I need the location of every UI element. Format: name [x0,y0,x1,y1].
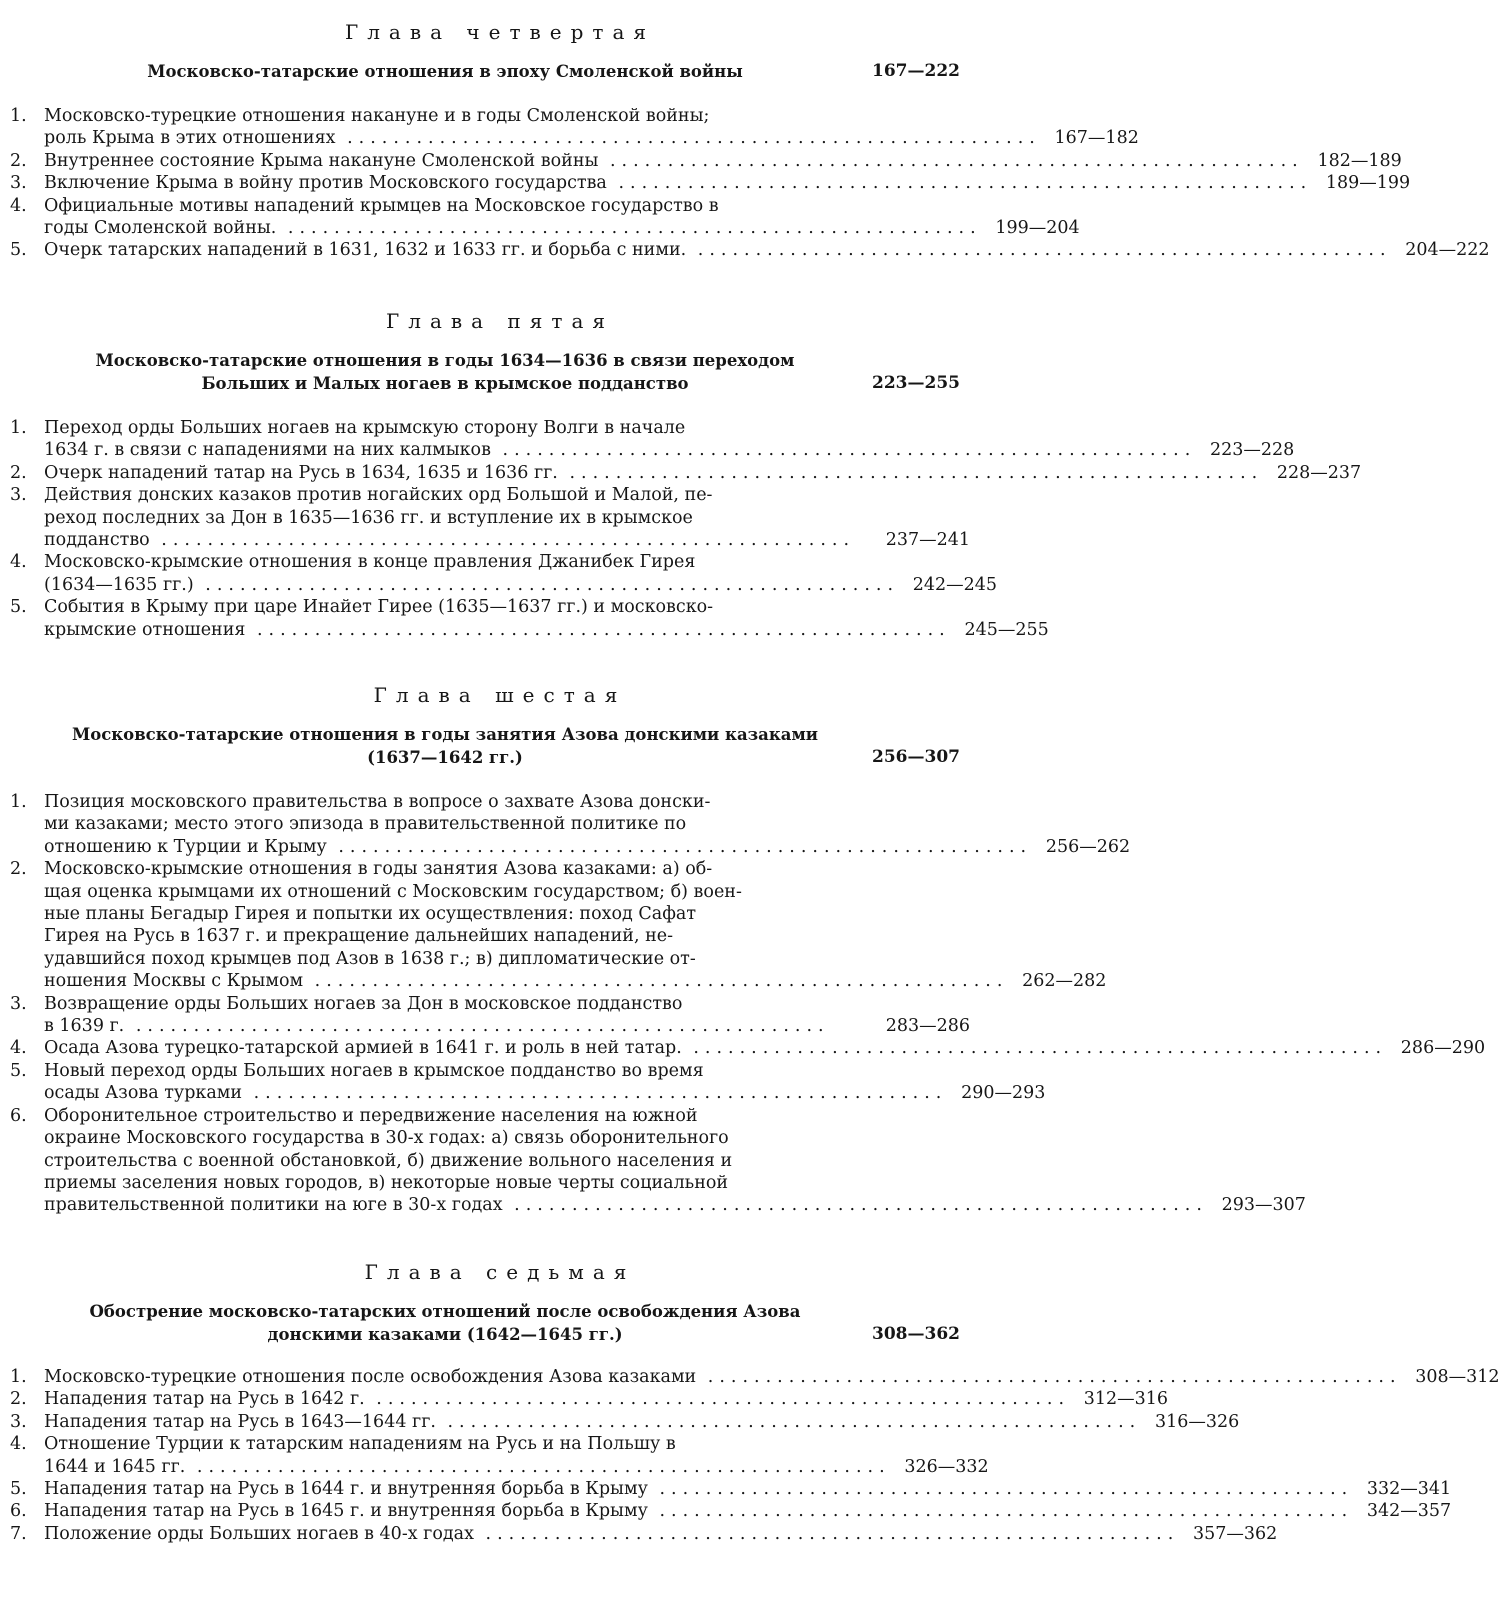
entry-line-text: подданство [44,530,150,551]
entry-text-line [44,993,872,1015]
leader-dots: ............................................................ [242,1083,948,1104]
toc-entry [10,993,970,1038]
entry-text-line [44,150,1304,172]
entry-line-text: роль Крыма в этих отношениях [44,128,336,149]
entry-number: 5. [10,240,27,261]
toc-entry [10,417,1295,462]
entry-number: 7. [10,1523,27,1544]
section-list [10,1366,1500,1545]
entry-text-line [44,574,899,596]
entry-line-text: Нападения татар на Русь в 1643—1644 гг. [44,1411,436,1432]
entry-text [44,1366,1500,1388]
entry-text-line [44,836,1032,858]
entry-text-line [44,127,1041,149]
toc-entry [10,1433,989,1478]
entry-line-text: Внутреннее состояние Крыма накануне Смоленской войны [44,150,599,171]
entry-text-line [44,948,1008,970]
entry-text [44,195,1080,240]
entry-text-line [44,925,1008,947]
toc-entry [10,1105,1306,1217]
toc-entry [10,551,998,596]
leader-dots: ............................................................ [193,574,900,595]
entry-line-text: приемы заселения новых городов, в) некоторые новые черты социальной [44,1172,729,1193]
entry-text-line [44,813,1032,835]
chapter-page-range: 308—362 [872,1324,960,1344]
entry-number: 4. [10,1038,27,1059]
entry-number: 3. [10,1411,27,1432]
entry-text-line [44,239,1392,261]
entry-text-line [44,596,951,618]
entry-line-text: Очерк нападений татар на Русь в 1634, 1635 и 1636 гг. [44,462,558,483]
entry-text-line [44,195,982,217]
entry-number: 1. [10,418,27,438]
entry-text-line [44,172,1312,194]
entry-line-text: ми казаками; место этого эпизода в правительственной политике по [44,814,687,835]
entry-line-text: Московско-крымские отношения в годы занятия Азова казаками: а) об- [44,859,713,880]
entry-text [44,150,1402,172]
entry-line-text: Действия донских казаков против ногайских орд Большой и Малой, пе- [44,485,713,506]
entry-number: 3. [10,485,27,506]
chapter-title-line: Московско-татарские отношения в эпоху Смоленской войны [147,62,743,81]
toc-entry [10,1478,1452,1500]
toc-entry [10,791,1131,858]
chapter-page-range: 223—255 [872,373,960,393]
entry-text [44,1105,1306,1217]
chapter-6 [10,681,1486,1217]
entry-page-range: 342—357 [1366,1501,1452,1522]
entry-page-range: 283—286 [885,1016,970,1037]
entry-text-line [44,1015,872,1037]
toc-entry [10,462,1362,484]
entry-line-text: (1634—1635 гг.) [44,574,194,595]
chapter-title-line: Обострение московско-татарских отношений после освобождения Азова [89,1302,801,1321]
toc-entry [10,195,1080,240]
entry-text-line [44,791,1032,813]
entry-page-range: 189—199 [1325,173,1411,194]
entry-text-line [44,1082,947,1104]
entry-text [44,1411,1239,1433]
entry-text-line [44,507,872,529]
entry-text-line [44,1366,1402,1388]
entry-page-range: 293—307 [1221,1195,1306,1216]
chapter-title-line: Больших и Малых ногаев в крымское подданство [201,374,689,393]
entry-number: 6. [10,1105,27,1126]
entry-page-range: 308—312 [1415,1367,1500,1387]
entry-number: 2. [10,150,27,171]
entry-page-range: 256—262 [1045,836,1131,857]
entry-page-range: 316—326 [1154,1411,1240,1432]
entry-text [44,105,1139,150]
leader-dots: ............................................................ [124,1016,830,1037]
entry-line-text: Включение Крыма в войну против Московского государства [44,173,607,194]
entry-text-line [44,1456,891,1478]
entry-text-line [44,1194,1208,1216]
leader-dots: ............................................................ [149,530,856,551]
entry-line-text: реход последних за Дон в 1635—1636 гг. и вступление их в крымское [44,507,693,528]
leader-dots: ............................................................ [326,836,1033,857]
toc-entry [10,1060,1046,1105]
entry-page-range: 312—316 [1083,1389,1169,1410]
entry-text [44,1478,1451,1500]
entry-text [44,551,997,596]
leader-dots: ............................................................ [647,1479,1354,1500]
chapter-page-range: 256—307 [872,747,960,767]
toc-entry [10,239,1490,261]
entry-line-text: Переход орды Больших ногаев на крымскую сторону Волги в начале [44,418,686,438]
entry-text [44,484,970,551]
entry-text [44,1060,1045,1105]
leader-dots: ............................................................ [686,240,1392,261]
entry-line-text: окраине Московского государства в 30-х годах: а) связь оборонительного [44,1128,729,1149]
entry-text [44,239,1490,261]
entry-text-line [44,1411,1141,1433]
entry-number: 3. [10,173,27,194]
toc-entry [10,1523,1278,1545]
entry-line-text: События в Крыму при царе Инайет Гирее (1635—1637 гг.) и московско- [44,597,714,618]
chapter-title-line: Московско-татарские отношения в годы 1634—1636 в связи переходом [95,351,795,370]
entry-text-line [44,462,1263,484]
chapter-7 [10,1258,1500,1545]
entry-text-line [44,105,1041,127]
entry-page-range: 242—245 [912,574,998,595]
entry-line-text: Нападения татар на Русь в 1645 г. и внутренняя борьба в Крыму [44,1501,648,1522]
entry-text-line [44,1388,1070,1410]
entry-number: 6. [10,1501,27,1522]
entry-text [44,172,1410,194]
entry-text-line [44,417,1196,439]
toc-entry [10,105,1139,150]
entry-text-line [44,1433,891,1455]
entry-text-line [44,484,872,506]
entry-number: 2. [10,859,27,880]
entry-number: 4. [10,552,27,573]
entry-number: 3. [10,993,27,1014]
leader-dots: ............................................................ [681,1038,1388,1059]
entry-text [44,596,1049,641]
entry-number: 1. [10,106,27,126]
chapter-heading: Глава четвертая [344,20,656,44]
leader-dots: ............................................................ [606,173,1313,194]
entry-page-range: 167—182 [1054,128,1139,149]
entry-text [44,462,1361,484]
entry-text-line [44,619,951,641]
chapter-5 [10,307,1362,641]
entry-line-text: Очерк татарских нападений в 1631, 1632 и 1633 гг. и борьба с ними. [44,240,687,261]
entry-text-line [44,1500,1353,1522]
entry-text-line [44,881,1008,903]
entry-line-text: крымские отношения [44,619,246,640]
chapter-title [10,1300,970,1346]
entry-line-text: Нападения татар на Русь в 1642 г. [44,1389,365,1410]
entry-number: 5. [10,1060,27,1081]
entry-text [44,1523,1277,1545]
leader-dots: ............................................................ [303,971,1009,992]
entry-text [44,993,970,1038]
leader-dots: ............................................................ [276,218,982,239]
chapter-title-line: Московско-татарские отношения в годы занятия Азова донскими казаками [71,725,819,744]
entry-page-range: 332—341 [1366,1479,1452,1500]
entry-line-text: Новый переход орды Больших ногаев в крымское подданство во время [44,1060,704,1081]
entry-line-text: Положение орды Больших ногаев в 40-х годах [44,1523,474,1544]
entry-text [44,858,1106,992]
entry-number: 1. [10,792,27,812]
toc-entry [10,1411,1240,1433]
entry-page-range: 245—255 [964,619,1049,640]
entry-text-line [44,551,899,573]
toc-entry [10,1388,1169,1410]
leader-dots: ............................................................ [473,1523,1180,1544]
entry-text [44,1388,1168,1410]
chapter-title [10,60,970,83]
entry-line-text: ные планы Бегадыр Гирея и попытки их осуществления: поход Сафат [44,904,697,925]
entry-text-line [44,1150,1208,1172]
entry-number: 4. [10,195,27,216]
leader-dots: ............................................................ [502,1195,1208,1216]
entry-text [44,1037,1485,1059]
toc-entry [10,858,1107,992]
entry-text-line [44,529,872,551]
section-list [10,791,1486,1217]
entry-line-text: Московско-турецкие отношения после освобождения Азова казаками [44,1367,697,1387]
entry-page-range: 199—204 [995,218,1080,239]
entry-number: 2. [10,462,27,483]
entry-line-text: Гирея на Русь в 1637 г. и прекращение дальнейших нападений, не- [44,926,674,947]
entry-line-text: Позиция московского правительства в вопросе о захвате Азова донски- [44,792,711,812]
entry-line-text: Осада Азова турецко-татарской армией в 1641 г. и роль в ней татар. [44,1038,682,1059]
entry-line-text: 1644 и 1645 гг. [44,1456,186,1477]
leader-dots: ............................................................ [435,1411,1142,1432]
entry-line-text: щая оценка крымцами их отношений с Московским государством; б) воен- [44,881,742,902]
leader-dots: ............................................................ [557,462,1264,483]
entry-page-range: 228—237 [1276,462,1362,483]
entry-text-line [44,1105,1208,1127]
entry-text-line [44,858,1008,880]
entry-text [44,417,1294,462]
entry-text [44,1500,1451,1522]
entry-text-line [44,217,982,239]
entry-text-line [44,1172,1208,1194]
entry-text-line [44,1523,1179,1545]
entry-line-text: 1634 г. в связи с нападениями на них калмыков [44,440,491,461]
entry-number: 4. [10,1434,27,1455]
chapter-title [10,723,970,769]
entry-text-line [44,1060,947,1082]
leader-dots: ............................................................ [335,128,1041,149]
chapter-4 [10,18,1490,262]
toc-entry [10,1366,1500,1388]
entry-line-text: отношению к Турции и Крыму [44,836,327,857]
section-list [10,105,1490,262]
chapter-title-line: (1637—1642 гг.) [367,748,523,767]
chapter-title [10,349,970,395]
leader-dots: ............................................................ [245,619,951,640]
entry-text-line [44,1478,1353,1500]
leader-dots: ............................................................ [647,1501,1354,1522]
toc-entry [10,1500,1452,1522]
entry-text-line [44,970,1008,992]
entry-text-line [44,1127,1208,1149]
entry-line-text: удавшийся поход крымцев под Азов в 1638 г.; в) дипломатические от- [44,948,696,969]
entry-line-text: осады Азова турками [44,1083,243,1104]
entry-line-text: в 1639 г. [44,1016,125,1037]
entry-number: 1. [10,1367,27,1387]
entry-page-range: 290—293 [961,1083,1046,1104]
entry-number: 5. [10,597,27,618]
toc-entry [10,484,970,551]
entry-number: 5. [10,1479,27,1500]
leader-dots: ............................................................ [696,1367,1402,1387]
entry-page-range: 262—282 [1022,971,1107,992]
entry-page-range: 204—222 [1405,240,1490,261]
entry-line-text: Отношение Турции к татарским нападениям на Русь и на Польшу в [44,1434,676,1455]
toc-entry [10,596,1049,641]
chapter-heading: Глава седьмая [364,1260,636,1284]
entry-line-text: Официальные мотивы нападений крымцев на Московское государство в [44,195,719,216]
toc-entry [10,172,1411,194]
leader-dots: ............................................................ [185,1456,891,1477]
entry-page-range: 357—362 [1192,1523,1278,1544]
entry-line-text: Оборонительное строительство и передвижение населения на южной [44,1105,698,1126]
section-list [10,417,1362,641]
toc-entry [10,150,1402,172]
entry-line-text: Московско-крымские отношения в конце правления Джанибек Гирея [44,552,696,573]
leader-dots: ............................................................ [490,440,1197,461]
entry-text-line [44,903,1008,925]
entry-text [44,791,1130,858]
entry-page-range: 182—189 [1317,150,1402,171]
entry-page-range: 237—241 [885,530,970,551]
chapter-heading: Глава шестая [373,683,627,707]
entry-line-text: Возвращение орды Больших ногаев за Дон в московское подданство [44,993,683,1014]
chapter-page-range: 167—222 [872,61,960,81]
entry-number: 2. [10,1389,27,1410]
entry-line-text: годы Смоленской войны. [44,218,277,239]
toc-entry [10,1037,1486,1059]
leader-dots: ............................................................ [364,1389,1071,1410]
entry-line-text: Московско-турецкие отношения накануне и в годы Смоленской войны; [44,106,710,126]
entry-line-text: правительственной политики на юге в 30-х годах [44,1195,503,1216]
entry-text [44,1433,989,1478]
chapter-heading: Глава пятая [386,309,614,333]
entry-line-text: строительства с военной обстановкой, б) движение вольного населения и [44,1150,733,1171]
entry-line-text: ношения Москвы с Крымом [44,971,304,992]
entry-text-line [44,1037,1387,1059]
entry-page-range: 223—228 [1209,440,1295,461]
chapter-title-line: донскими казаками (1642—1645 гг.) [267,1325,623,1344]
entry-page-range: 286—290 [1400,1038,1486,1059]
entry-page-range: 326—332 [904,1456,989,1477]
entry-text-line [44,439,1196,461]
entry-line-text: Нападения татар на Русь в 1644 г. и внутренняя борьба в Крыму [44,1479,648,1500]
leader-dots: ............................................................ [598,150,1304,171]
